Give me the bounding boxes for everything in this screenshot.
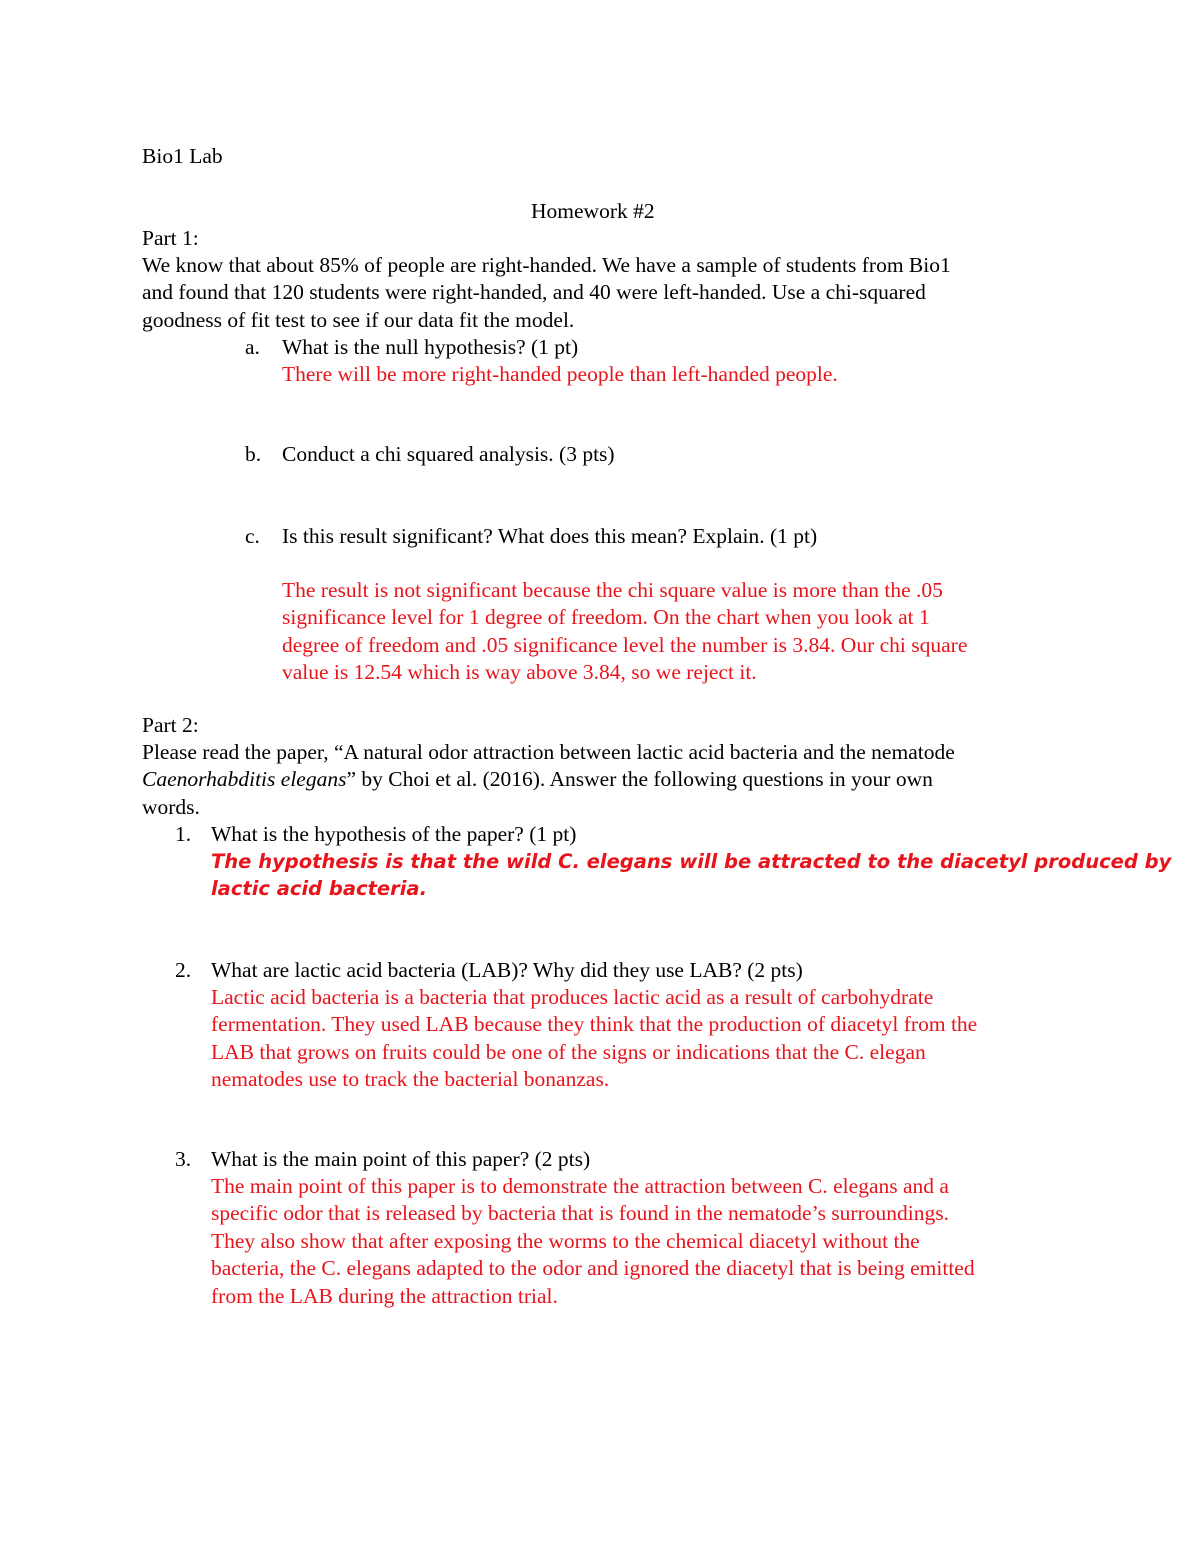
- answer-line: The hypothesis is that the wild C. elegans will be attracted to the diacetyl produced by: [211, 850, 1172, 873]
- question-2-text: What are lactic acid bacteria (LAB)? Why did they use LAB? (2 pts): [211, 958, 803, 982]
- question-marker: 2.: [175, 958, 192, 982]
- answer-line: lactic acid bacteria.: [211, 877, 427, 901]
- question-b-text: Conduct a chi squared analysis. (3 pts): [282, 442, 615, 466]
- part2-intro-line: words.: [142, 794, 200, 819]
- question-marker: 1.: [175, 822, 192, 846]
- answer-line: specific odor that is released by bacteria that is found in the nematode’s surroundings.: [211, 1201, 949, 1226]
- answer-line: nematodes use to track the bacterial bonanzas.: [211, 1067, 610, 1092]
- question-c-text: Is this result significant? What does this mean? Explain. (1 pt): [282, 524, 818, 548]
- answer-1: [211, 848, 1171, 903]
- part2-intro: [142, 739, 955, 821]
- answer-line: value is 12.54 which is way above 3.84, so we reject it.: [282, 660, 757, 685]
- question-a-text: What is the null hypothesis? (1 pt): [282, 335, 579, 359]
- answer-line: There will be more right-handed people than left-handed people.: [282, 362, 838, 386]
- question-3-text: What is the main point of this paper? (2 pts): [211, 1147, 591, 1171]
- part2-heading: Part 2:: [142, 713, 199, 737]
- answer-3: [211, 1173, 975, 1310]
- answer-line: The main point of this paper is to demonstrate the attraction between C. elegans and a: [211, 1174, 949, 1198]
- answer-2: [211, 984, 977, 1094]
- course-label: Bio1 Lab: [142, 144, 223, 168]
- answer-line: Lactic acid bacteria is a bacteria that produces lactic acid as a result of carbohydrate: [211, 985, 934, 1009]
- species-name: Caenorhabditis elegans: [142, 767, 347, 792]
- question-marker: c.: [245, 524, 260, 548]
- answer-line: fermentation. They used LAB because they think that the production of diacetyl from the: [211, 1012, 978, 1037]
- answer-line: bacteria, the C. elegans adapted to the odor and ignored the diacetyl that is being emitted: [211, 1256, 975, 1281]
- answer-line: degree of freedom and .05 significance level the number is 3.84. Our chi square: [282, 632, 968, 657]
- part1-intro-line: We know that about 85% of people are right-handed. We have a sample of students from Bio1: [142, 253, 951, 277]
- answer-line: LAB that grows on fruits could be one of the signs or indications that the C. elegan: [211, 1039, 926, 1064]
- part2-intro-line: [142, 766, 955, 793]
- part1-intro: [142, 252, 951, 334]
- answer-c: [282, 577, 967, 687]
- part2-intro-rest: ” by Choi et al. (2016). Answer the following questions in your own: [346, 767, 933, 792]
- question-1-text: What is the hypothesis of the paper? (1 pt): [211, 822, 577, 846]
- part2-intro-line: Please read the paper, “A natural odor attraction between lactic acid bacteria and the nematode: [142, 740, 955, 764]
- answer-a: [282, 361, 838, 388]
- question-marker: 3.: [175, 1147, 192, 1171]
- part1-heading: Part 1:: [142, 226, 199, 250]
- homework-title: Homework #2: [531, 199, 655, 223]
- question-marker: a.: [245, 335, 260, 359]
- answer-line: from the LAB during the attraction trial.: [211, 1283, 558, 1308]
- part1-intro-line: goodness of fit test to see if our data fit the model.: [142, 307, 575, 332]
- answer-line: significance level for 1 degree of freedom. On the chart when you look at 1: [282, 605, 930, 630]
- part1-intro-line: and found that 120 students were right-handed, and 40 were left-handed. Use a chi-squared: [142, 280, 926, 305]
- question-marker: b.: [245, 442, 262, 466]
- answer-line: They also show that after exposing the worms to the chemical diacetyl without the: [211, 1228, 920, 1253]
- answer-line: The result is not significant because the chi square value is more than the .05: [282, 578, 943, 602]
